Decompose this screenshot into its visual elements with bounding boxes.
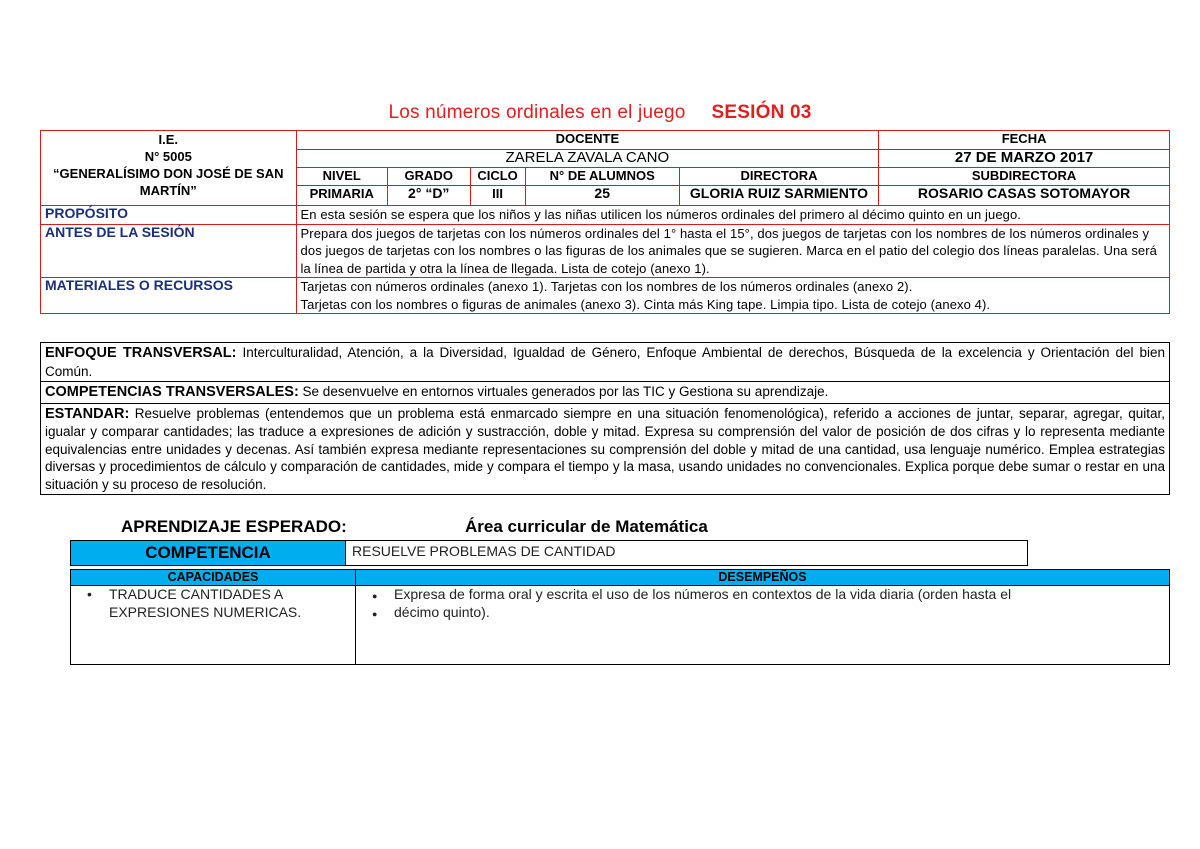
enfoque-table (40, 342, 1170, 495)
estandar-text: Resuelve problemas (entendemos que un problema está enmarcado siempre en una situación fenomenológica), referido a acciones de juntar, separar, agregar, quitar, igualar y comparar cantidades; las traduce a expresiones de adición y sustracción, doble y mitad. Expresa su comprensión del valor de posición de dos cifras y lo representa mediante equivalencias entre unidades y decenas. Así también expresa mediante representaciones su comprensión del doble y mitad de una cantidad, usa lenguaje numérico. Emplea estrategias diversas y procedimientos de cálculo y comparación de cantidades, mide y compara el tiempo y la masa, usando unidades no convencionales. Explica porque debe sumar o restar en una situación y su proceso de resolución. (45, 405, 1165, 492)
materiales-cell (296, 278, 1169, 314)
directora-value: GLORIA RUIZ SARMIENTO (679, 186, 878, 206)
competencia-table (70, 540, 1028, 566)
alumnos-label: N° DE ALUMNOS (525, 168, 679, 186)
competencias-text: Se desenvuelve en entornos virtuales generados por las TIC y Gestiona su aprendizaje. (302, 384, 829, 399)
materiales-line-2: Tarjetas con los nombres o figuras de animales (anexo 3). Cinta más King tape. Limpia tipo. Lista de cotejo (anexo 4). (300, 296, 991, 312)
ie-cell (41, 131, 297, 206)
docente-label: DOCENTE (296, 131, 879, 150)
ie-number: N° 5005 (144, 149, 192, 164)
capacidades-table (70, 569, 1170, 665)
enfoque-cell (41, 343, 1170, 382)
enfoque-label: ENFOQUE TRANSVERSAL: (45, 345, 237, 361)
estandar-cell (41, 403, 1170, 495)
subdirectora-value: ROSARIO CASAS SOTOMAYOR (879, 186, 1170, 206)
fecha-value: 27 DE MARZO 2017 (879, 150, 1170, 168)
title-main: Los números ordinales en el juego (388, 102, 686, 123)
capacidades-header: CAPACIDADES (71, 570, 356, 586)
aprendizaje-label: APRENDIZAJE ESPERADO: (121, 517, 347, 536)
title-session: SESIÓN 03 (711, 102, 812, 123)
area-label: Área curricular de Matemática (465, 517, 708, 536)
list-item: • TRADUCE CANTIDADES A EXPRESIONES NUMERICAS. (87, 586, 349, 621)
capacidades-list (87, 586, 349, 621)
enfoque-text: Interculturalidad, Atención, a la Diversidad, Igualdad de Género, Enfoque Ambiental de derechos, Búsqueda de la excelencia y Orientación del bien Común. (45, 345, 1165, 379)
directora-label: DIRECTORA (679, 168, 878, 186)
subdirectora-label: SUBDIRECTORA (879, 168, 1170, 186)
desempenos-cell (356, 586, 1170, 665)
competencias-cell (41, 382, 1170, 404)
estandar-label: ESTANDAR: (45, 405, 130, 422)
alumnos-value: 25 (525, 186, 679, 206)
competencia-value: RESUELVE PROBLEMAS DE CANTIDAD (346, 541, 1028, 566)
list-item: ● Expresa de forma oral y escrita el uso de los números en contextos de la vida diaria (orden hasta el (372, 586, 1161, 604)
desempenos-header: DESEMPEÑOS (356, 570, 1170, 586)
nivel-label: NIVEL (296, 168, 387, 186)
ciclo-value: III (470, 186, 525, 206)
capacidades-cell (71, 586, 356, 665)
antes-text: Prepara dos juegos de tarjetas con los números ordinales del 1° hasta el 15°, dos juegos de tarjetas con los nombres de los números ordinales y dos juegos de tarjetas con los nombres o las figuras de los animales que se sugieren. Marca en el patio del colegio dos líneas paralelas. Una será la línea de partida y otra la línea de llegada. Lista de cotejo (anexo 1). (296, 224, 1169, 278)
proposito-label: PROPÓSITO (41, 206, 297, 225)
competencia-label: COMPETENCIA (71, 541, 346, 566)
ie-name: “GENERALÍSIMO DON JOSÉ DE SAN MARTÍN” (53, 166, 284, 198)
nivel-value: PRIMARIA (296, 186, 387, 206)
ie-label: I.E. (158, 132, 179, 147)
grado-value: 2° “D” (387, 186, 470, 206)
docente-value: ZARELA ZAVALA CANO (296, 150, 879, 168)
proposito-text: En esta sesión se espera que los niños y las niñas utilicen los números ordinales del primero al décimo quinto en un juego. (296, 206, 1169, 225)
competencias-label: COMPETENCIAS TRANSVERSALES: (45, 384, 299, 400)
materiales-line-1: Tarjetas con números ordinales (anexo 1). Tarjetas con los nombres de los números ordinales (anexo 2). (300, 279, 913, 294)
grado-label: GRADO (387, 168, 470, 186)
materiales-label: MATERIALES O RECURSOS (41, 278, 297, 314)
desempenos-list (372, 586, 1161, 621)
session-info-table (40, 130, 1170, 314)
antes-label: ANTES DE LA SESIÓN (41, 224, 297, 278)
fecha-label: FECHA (879, 131, 1170, 150)
page-title (0, 102, 1200, 124)
ciclo-label: CICLO (470, 168, 525, 186)
list-item: ● décimo quinto). (372, 604, 1161, 622)
